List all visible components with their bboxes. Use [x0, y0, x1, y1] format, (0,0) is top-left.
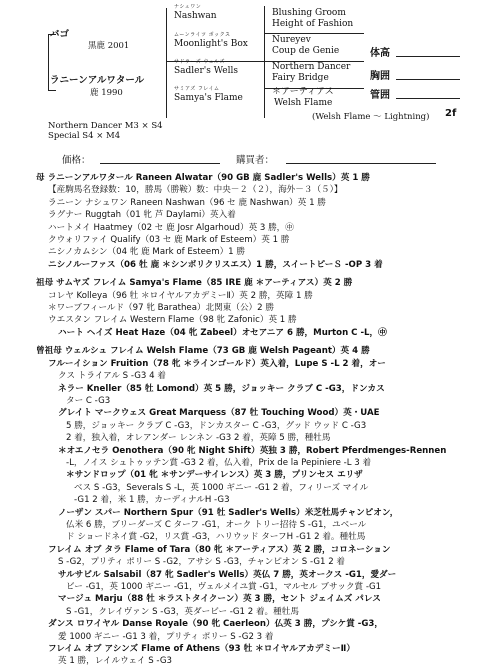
body-height-label: 体高 [370, 48, 390, 59]
sire-dam-name: Moonlight's Box [174, 39, 248, 49]
price-label: 価格： [62, 155, 91, 166]
inbreeding-line-2: Special S4 × M4 [48, 131, 121, 141]
note-line: ハートメイ Haatmey（02 セ 鹿 Josr Algarhoud）英 3 勝，㊥ [48, 222, 294, 233]
price-field[interactable] [100, 163, 220, 164]
note-line: 曾祖母 ウェルシュ フレイム Welsh Flame（73 GB 鹿 Welsh Pageant）英 4 勝 [36, 346, 370, 357]
chest-label: 胸囲 [370, 71, 390, 82]
note-line: マージュ Marju（88 牡 ＊ラストタイクーン）英 3 勝，セント ジェイムズ パレス [58, 594, 381, 605]
cannon-label: 管囲 [370, 90, 390, 101]
note-line: フレイム オブ アシンズ Flame of Athens（93 牡 ＊ロイヤルアカデミーⅡ） [48, 644, 355, 655]
note-line: 【産駒馬名登録数：10，勝馬（勝鞍）数：中央－２（２），海外－３（５）】 [48, 185, 343, 196]
dam-dam-ruby: サミアズ フレイム [174, 86, 220, 92]
note-line: グレイト マークウェス Great Marquess（87 牡 Touching Wood）英・UAE [58, 408, 380, 419]
buyer-label: 購買者： [236, 155, 275, 166]
dam-color-year: 鹿 1990 [90, 88, 123, 98]
sire-dam-ruby: ムーンライツ ボックス [174, 32, 231, 38]
note-line: 愛 1000 ギニー -G1 3 着，プリティ ポリー S -G2 3 着 [58, 631, 274, 642]
note-line: クウォリファイ Qualify（03 セ 鹿 Mark of Esteem）英 1 勝 [48, 235, 290, 246]
ancestor-g6: Fairy Bridge [272, 73, 329, 83]
chest-field[interactable] [396, 79, 460, 80]
note-line: ビー -G1，英 1000 ギニー -G1，ヴェルメイユ賞 -G1，マルセル ブサック賞 -G1 [66, 582, 382, 592]
sire-sire-name: Nashwan [174, 11, 217, 21]
note-line: ＊サンドロップ（01 牝 ＊サンデーサイレンス）英 3 勝，プリンセス エリザ [66, 470, 363, 481]
note-line: 2 着，独入着，オレアンダー レンネン -G3 2 着，英障 5 勝，種牡馬 [66, 433, 331, 444]
note-line: 祖母 サムヤズ フレイム Samya's Flame（85 IRE 鹿 ＊アーティアス）英 2 勝 [36, 278, 353, 289]
buyer-field[interactable] [286, 163, 436, 164]
sire-color-year: 黒鹿 2001 [88, 41, 130, 51]
tree-line [48, 90, 56, 91]
tree-line [166, 8, 167, 118]
dam-sire-ruby: サドラーズ ウェルズ [174, 59, 225, 65]
cannon-field[interactable] [396, 98, 460, 99]
note-line: クス トライアル S -G3 4 着 [58, 371, 166, 382]
note-line: S -G1，クレイヴァン S -G3，英ダービー -G1 2 着。種牡馬 [66, 606, 299, 617]
note-line: ド ショードネイ賞 -G2，リス賞 -G3，ハリウッド ターフH -G1 2 着。種牡馬 [66, 532, 366, 543]
body-height-field[interactable] [396, 56, 460, 57]
ancestor-g8: Welsh Flame [274, 98, 333, 108]
note-line: ター C -G3 [66, 395, 111, 406]
tree-line [48, 34, 49, 90]
tree-line [264, 33, 364, 34]
dam-sire-name: Sadler's Wells [174, 66, 238, 76]
sire-sire-ruby: ナシュワン [174, 4, 202, 10]
family-number: 2f [445, 108, 457, 119]
ancestor-g9: (Welsh Flame ～ Lightning) [312, 112, 430, 122]
note-line: ウエスタン フレイム Western Flame（98 牝 Zafonic）英 1 勝 [48, 315, 297, 326]
sire-name: バゴ [50, 29, 70, 40]
note-line: フレイム オブ タラ Flame of Tara（80 牝 ＊アーティアス）英 2 勝，コロネーション [48, 544, 391, 555]
note-line: ニシノルーファス（06 牡 鹿 ＊シンボリクリスエス）1 勝，スイートピーＳ -OP 3 着 [48, 259, 383, 270]
note-line: ラグナー Ruggtah（01 牝 芦 Daylami）英入着 [48, 210, 236, 221]
note-line: ニシノカムシン（04 牝 鹿 Mark of Esteem）1 勝 [48, 247, 245, 258]
ancestor-g1: Blushing Groom [272, 8, 346, 18]
note-line: ＊ワーブフィールド（97 牝 Barathea）北関東（公）2 勝 [48, 303, 274, 314]
note-line: -L，ノイス シュトゥッテン賞 -G3 2 着，仏入着，Prix de la Pepiniere -L 3 着 [66, 457, 372, 468]
ancestor-g7: ＊アーティアス [272, 87, 334, 97]
note-line: ダンス ロワイヤル Danse Royale（90 牝 Caerleon）仏英 3 勝，プシケ賞 -G3， [48, 619, 383, 630]
ancestor-g2: Height of Fashion [272, 19, 354, 29]
dam-dam-name: Samya's Flame [174, 93, 243, 103]
note-line: コレヤ Kolleya（96 牡 ＊ロイヤルアカデミーⅡ）英 2 勝，英障 1 勝 [48, 290, 313, 301]
ancestor-g5: Northern Dancer [272, 62, 351, 72]
note-line: フルーイション Fruition（78 牝 ＊ラインゴールド）英入着，Lupe S -L 2 着，オー [48, 358, 386, 369]
note-line: S -G2，プリティ ポリー S -G2，アサシ S -G3，チャンピオン S -G1 2 着 [58, 557, 346, 568]
note-line: 仏米 6 勝，ブリーダーズ C ターフ -G1，オーク トリー招待 S -G1，ユベール [66, 519, 367, 530]
note-line: 母 ラニーンアルワタール Raneen Alwatar（90 GB 鹿 Sadler's Wells）英 1 勝 [36, 173, 370, 183]
note-line: 英 1 勝，レイルウェイ S -G3 [58, 656, 172, 667]
dam-name: ラニーンアルワタール [50, 75, 145, 86]
note-line: ベス S -G3，Severals S -L，英 1000 ギニー -G1 2 着，フィリーズ マイル [74, 482, 369, 493]
note-line: -G1 2 着，米 1 勝，カーディナルH -G3 [74, 495, 230, 506]
note-line: ラニーン ナシュワン Raneen Nashwan（96 セ 鹿 Nashwan）英 1 勝 [48, 197, 326, 208]
note-line: ネラー Kneller（85 牡 Lomond）英 5 勝，ジョッキー クラブ C -G3，ドンカス [58, 383, 385, 394]
inbreeding-line-1: Northern Dancer M3 × S4 [48, 121, 163, 131]
note-line: サルサビル Salsabil（87 牝 Sadler's Wells）英仏 7 勝，英オークス -G1，愛ダー [58, 569, 397, 580]
note-line: ノーザン スパー Northern Spur（91 牡 Sadler's Wells）米芝牡馬チャンピオン， [58, 507, 399, 518]
note-line: ＊オエノセラ Oenothera（90 牝 Night Shift）英独 3 勝，Robert Pferdmenges-Rennen [58, 445, 447, 456]
pedigree-table [36, 6, 480, 118]
note-line: ハート ヘイズ Heat Haze（04 牝 Zabeel）オセアニア 6 勝，Murton C -L，㊥ [58, 327, 387, 338]
pedigree-notes [36, 172, 486, 668]
tree-line [264, 6, 265, 118]
ancestor-g4: Coup de Genie [272, 46, 340, 56]
note-line: 5 勝，ジョッキー クラブ C -G3，ドンカスター C -G3，グッド ウッド C -G3 [66, 420, 367, 431]
ancestor-g3: Nureyev [272, 35, 311, 45]
